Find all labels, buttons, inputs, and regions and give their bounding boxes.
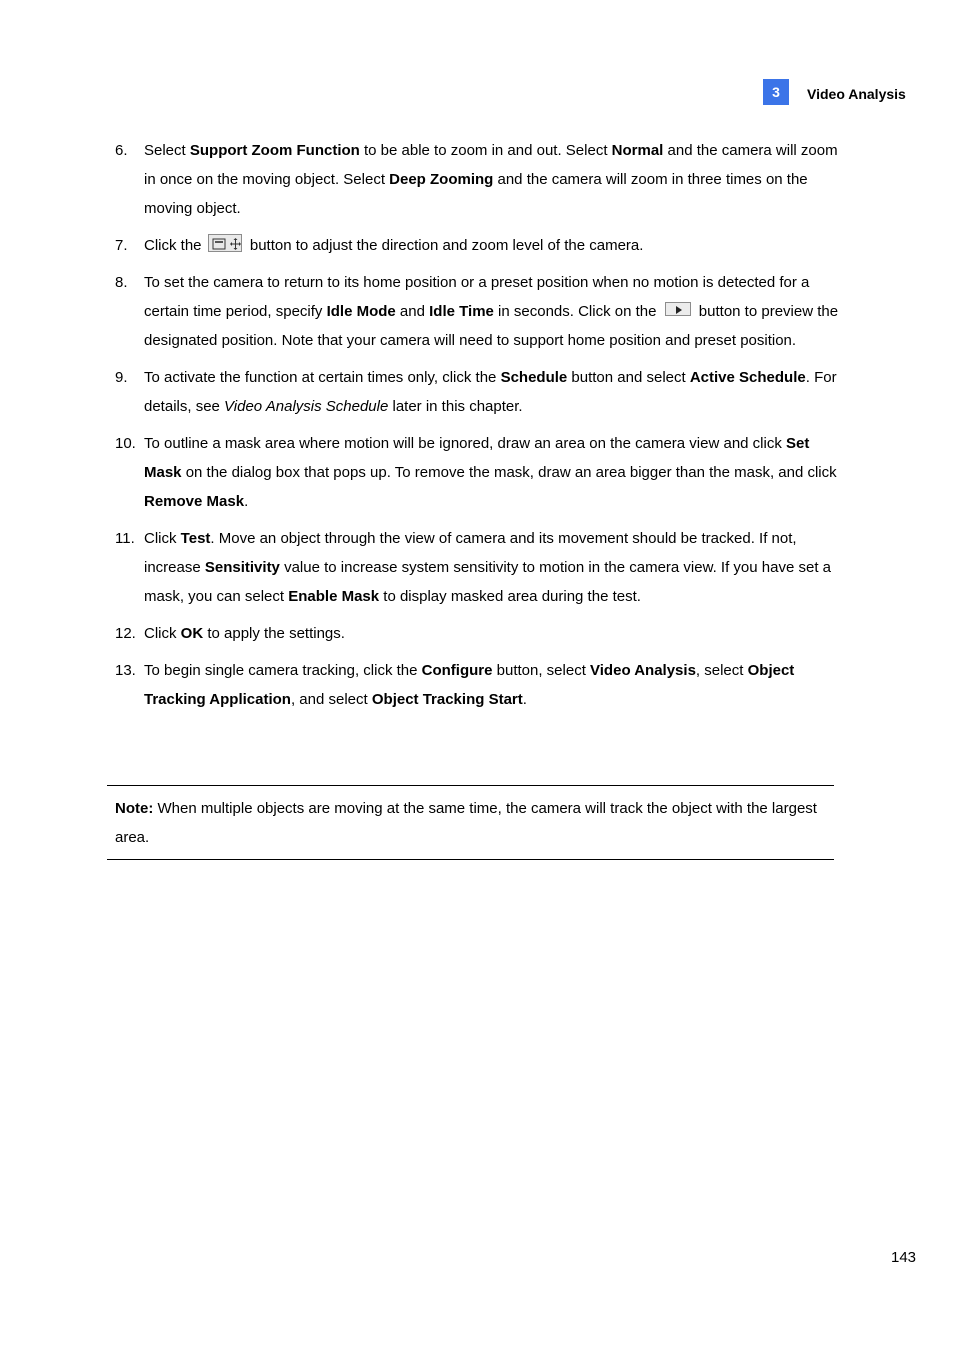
- step-text: To outline a mask area where motion will be ignored, draw an area on the camera view and click: [144, 435, 786, 452]
- step-number: 9.: [115, 369, 128, 386]
- instruction-steps-list: [115, 136, 845, 722]
- bold-term: Active Schedule: [689, 369, 806, 386]
- step-item: [115, 136, 845, 223]
- bold-term: Schedule: [500, 369, 568, 386]
- step-text: . Move an object through the view of camera and its movement should be tracked. If not, increase: [144, 530, 797, 576]
- step-text: and the camera will zoom in once on the moving object. Select: [144, 142, 838, 188]
- bold-term: Normal: [611, 142, 664, 159]
- step-number: 6.: [115, 142, 128, 159]
- step-item: [115, 524, 845, 611]
- note-text: When multiple objects are moving at the same time, the camera will track the object with the largest area.: [115, 800, 817, 846]
- step-text: , select: [695, 662, 748, 679]
- bold-term: Idle Time: [429, 303, 494, 320]
- bold-term: Enable Mask: [288, 588, 380, 605]
- step-item: [115, 619, 845, 648]
- step-text: Click: [144, 625, 181, 642]
- step-text: . For details, see: [144, 369, 837, 415]
- step-text: button to preview the designated position. Note that your camera will need to support home position and preset position.: [144, 303, 839, 349]
- italic-reference: Video Analysis Schedule: [224, 398, 389, 415]
- step-text: To begin single camera tracking, click the: [144, 662, 422, 679]
- step-item: [115, 231, 845, 260]
- chapter-number-badge: 3: [763, 79, 789, 105]
- step-item: [115, 268, 845, 355]
- step-text: to be able to zoom in and out. Select: [359, 142, 612, 159]
- bold-term: Idle Mode: [326, 303, 396, 320]
- step-number: 7.: [115, 237, 128, 254]
- step-text: button, select: [492, 662, 591, 679]
- bold-term: Sensitivity: [204, 559, 280, 576]
- page-number: 143: [891, 1249, 917, 1266]
- step-item: [115, 429, 845, 516]
- step-text: value to increase system sensitivity to motion in the camera view. If you have set a mask, you can select: [144, 559, 831, 605]
- step-number: 11.: [115, 530, 135, 547]
- bold-term: Test: [180, 530, 211, 547]
- step-text: and: [395, 303, 430, 320]
- chapter-title: Video Analysis: [807, 86, 906, 102]
- step-text: To activate the function at certain times only, click the: [144, 369, 501, 386]
- bold-term: Object Tracking Start: [371, 691, 523, 708]
- step-text: and the camera will zoom in three times on the moving object.: [144, 171, 808, 217]
- ptz-control-icon: [208, 234, 242, 252]
- bold-term: Video Analysis: [590, 662, 696, 679]
- bold-term: Configure: [421, 662, 493, 679]
- step-item: [115, 656, 845, 714]
- step-text: , and select: [290, 691, 372, 708]
- step-text: button and select: [567, 369, 690, 386]
- play-preview-icon: [665, 302, 691, 316]
- step-number: 10.: [115, 435, 136, 452]
- step-text: Click: [144, 530, 181, 547]
- step-text: on the dialog box that pops up. To remove the mask, draw an area bigger than the mask, and click: [181, 464, 837, 481]
- step-text: .: [244, 493, 249, 510]
- step-text: later in this chapter.: [388, 398, 523, 415]
- step-text: To set the camera to return to its home position or a preset position when no motion is detected for a certain time period, specify: [144, 274, 810, 320]
- bold-term: OK: [180, 625, 204, 642]
- step-text: .: [522, 691, 527, 708]
- step-text: in seconds. Click on the: [493, 303, 661, 320]
- bold-term: Remove Mask: [144, 493, 245, 510]
- step-text: button to adjust the direction and zoom level of the camera.: [245, 237, 644, 254]
- bold-term: Set Mask: [144, 435, 810, 481]
- step-number: 12.: [115, 625, 136, 642]
- bold-term: Support Zoom Function: [189, 142, 360, 159]
- note-box: [107, 785, 834, 860]
- step-number: 13.: [115, 662, 136, 679]
- step-text: Select: [144, 142, 190, 159]
- bold-term: Deep Zooming: [389, 171, 494, 188]
- step-number: 8.: [115, 274, 128, 291]
- note-label: Note:: [115, 800, 154, 817]
- chapter-header: [763, 79, 906, 105]
- step-text: to apply the settings.: [203, 625, 345, 642]
- step-item: [115, 363, 845, 421]
- step-text: to display masked area during the test.: [379, 588, 641, 605]
- bold-term: Object Tracking Application: [144, 662, 795, 708]
- step-text: Click the: [144, 237, 206, 254]
